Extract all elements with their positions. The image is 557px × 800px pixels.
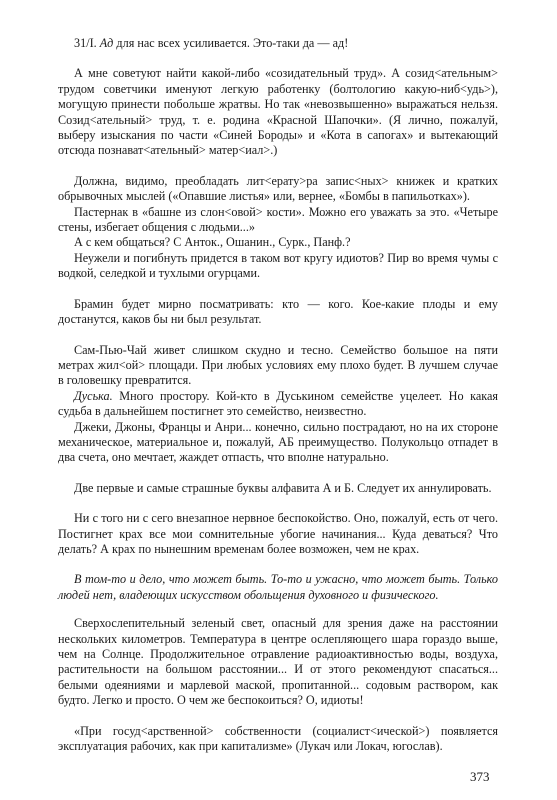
paragraph: Две первые и самые страшные буквы алфавита А и Б. Следует их аннулировать. <box>74 480 492 495</box>
paragraph: Брамин будет мирно посматривать: кто — кого. Кое-какие плоды и ему достанутся, каков бы ни был результат. <box>58 296 498 327</box>
paragraph: Сверхослепительный зеленый свет, опасный для зрения даже на расстоянии нескольких километров. Температура в центре ослепляющего шара гораздо выше, чем на Солнце. Продолжительное отравление радиоактивностью воды, воздуха, растительности на большом расстоянии... И от этого рекомендуют спасаться... белыми одеяниями и марлевой маской, пропитанной... содовым раствором, как будто. Легко и просто. О чем же беспокоиться? О, идиоты! <box>58 616 498 708</box>
page-number: 373 <box>470 769 490 784</box>
paragraph: «При госуд<арственной> собственности (социалист<ической>) появляется эксплуатация рабочих, как при капитализме» (Лукач или Локач, югослав). <box>58 723 498 754</box>
paragraph-text: Много простору. Кой-кто в Дуськином семействе уцелеет. Но какая судьба в дальнейшем постигнет это семейство, неизвестно. <box>58 388 498 419</box>
entry-header <box>58 36 498 51</box>
entry-header-text: для нас всех усиливается. Это-таки да — ад! <box>113 36 349 50</box>
paragraph: Джеки, Джоны, Францы и Анри... конечно, сильно пострадают, но на их стороне механическое, материальное и, пожалуй, АБ преимущество. Полукольцо отпадет в два счета, оно мечтает, жаждет отпасть, что вполне натурально. <box>58 419 498 465</box>
page-body <box>58 36 498 754</box>
paragraph-italic-lead: Дуська. <box>74 388 113 403</box>
paragraph: Должна, видимо, преобладать лит<ерату>ра запис<ных> книжек и кратких обрывочных мыслей («Опавшие листья» или, вернее, «Бомбы в папильотках»). <box>58 173 498 204</box>
paragraph: А мне советуют найти какой-либо «созидательный труд». А созид<ательным> трудом советчики именуют легкую работенку (болтологию какую-ниб<удь>), могущую принести побольше жратвы. Но так «невозвышенно» выражаться нельзя. Созид<ательный> труд, т. е. родина «Красной Шапочки». (Я лично, пожалуй, выберу изыскания по части «Синей Бороды» и «Кота в сапогах» и вытекающий отсюда познават<ательный> матер<иал>.) <box>58 66 498 158</box>
entry-date: 31/I. <box>74 36 97 50</box>
paragraph: Пастернак в «башне из слон<овой> кости». Можно его уважать за это. «Четыре стены, избегает общения с людьми...» <box>58 204 498 235</box>
italic-paragraph: В том-то и дело, что может быть. То-то и ужасно, что может быть. Только людей нет, владеющих искусством обольщения духовного и физического. <box>58 572 498 602</box>
paragraph: А с кем общаться? С Анток., Ошанин., Сурк., Панф.? <box>74 235 351 250</box>
paragraph: Ни с того ни с сего внезапное нервное беспокойство. Оно, пожалуй, есть от чего. Постигнет крах все мои сомнительные убогие начинания... Куда деваться? Что делать? А крах по нынешним временам более возможен, чем не крах. <box>58 511 498 556</box>
paragraph: Сам-Пью-Чай живет слишком скудно и тесно. Семейство большое на пяти метрах жил<ой> площади. При любых условиях ему плохо будет. В лучшем случае в головешку превратится. <box>58 342 498 388</box>
paragraph <box>58 389 498 420</box>
entry-italic-word: Ад <box>99 36 114 50</box>
paragraph: Неужели и погибнуть придется в таком вот кругу идиотов? Пир во время чумы с водкой, селедкой и тухлыми огурцами. <box>58 250 498 281</box>
